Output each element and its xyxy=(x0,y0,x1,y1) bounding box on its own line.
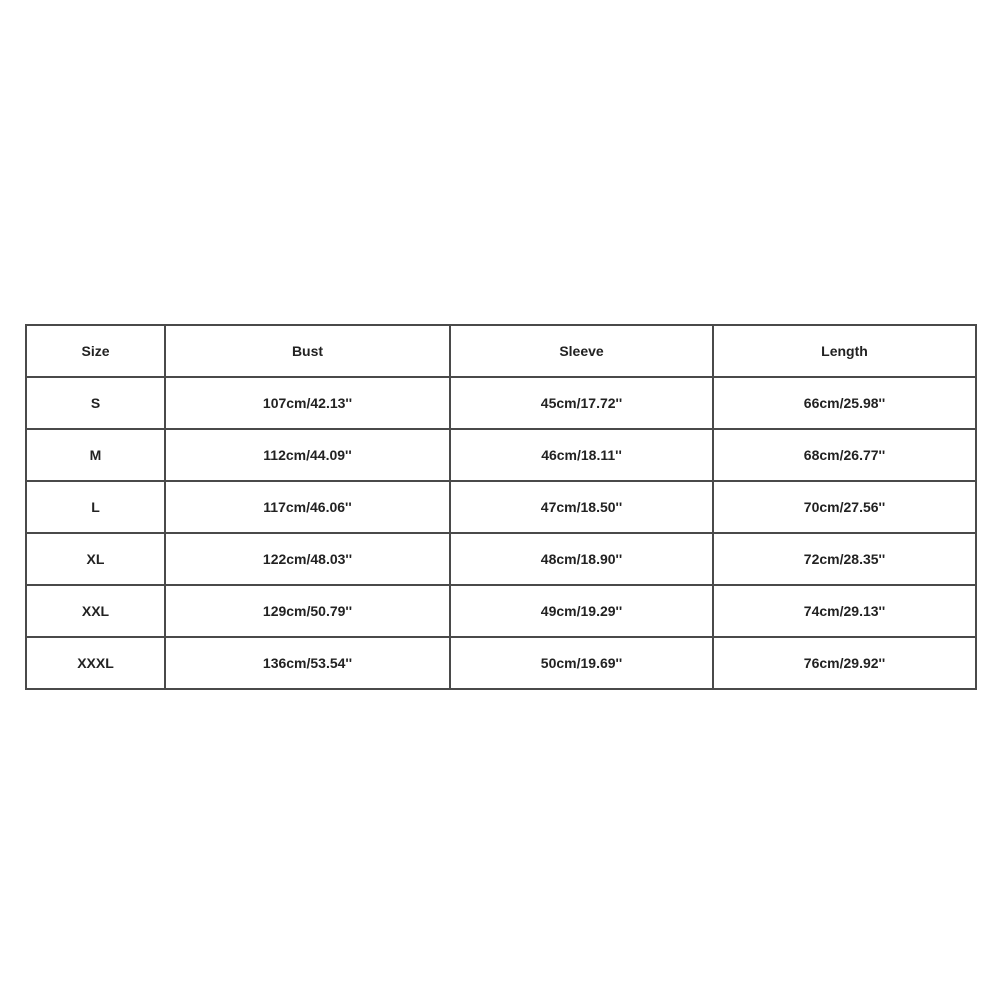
sleeve-cell: 48cm/18.90'' xyxy=(450,533,713,585)
bust-cell: 107cm/42.13'' xyxy=(165,377,450,429)
bust-cell: 117cm/46.06'' xyxy=(165,481,450,533)
table-row xyxy=(26,377,976,429)
size-cell: XXL xyxy=(26,585,165,637)
bust-cell: 112cm/44.09'' xyxy=(165,429,450,481)
length-cell: 72cm/28.35'' xyxy=(713,533,976,585)
header-bust: Bust xyxy=(165,325,450,377)
header-length: Length xyxy=(713,325,976,377)
table-row xyxy=(26,637,976,689)
sleeve-cell: 49cm/19.29'' xyxy=(450,585,713,637)
length-cell: 68cm/26.77'' xyxy=(713,429,976,481)
length-cell: 76cm/29.92'' xyxy=(713,637,976,689)
header-sleeve: Sleeve xyxy=(450,325,713,377)
table-row xyxy=(26,481,976,533)
length-cell: 66cm/25.98'' xyxy=(713,377,976,429)
sleeve-cell: 47cm/18.50'' xyxy=(450,481,713,533)
size-chart-table xyxy=(25,324,977,690)
size-cell: M xyxy=(26,429,165,481)
header-size: Size xyxy=(26,325,165,377)
bust-cell: 122cm/48.03'' xyxy=(165,533,450,585)
size-cell: L xyxy=(26,481,165,533)
table-row xyxy=(26,585,976,637)
bust-cell: 136cm/53.54'' xyxy=(165,637,450,689)
size-cell: S xyxy=(26,377,165,429)
size-cell: XXXL xyxy=(26,637,165,689)
sleeve-cell: 45cm/17.72'' xyxy=(450,377,713,429)
length-cell: 74cm/29.13'' xyxy=(713,585,976,637)
table-header-row xyxy=(26,325,976,377)
sleeve-cell: 50cm/19.69'' xyxy=(450,637,713,689)
sleeve-cell: 46cm/18.11'' xyxy=(450,429,713,481)
bust-cell: 129cm/50.79'' xyxy=(165,585,450,637)
length-cell: 70cm/27.56'' xyxy=(713,481,976,533)
table-row xyxy=(26,429,976,481)
size-cell: XL xyxy=(26,533,165,585)
table-row xyxy=(26,533,976,585)
